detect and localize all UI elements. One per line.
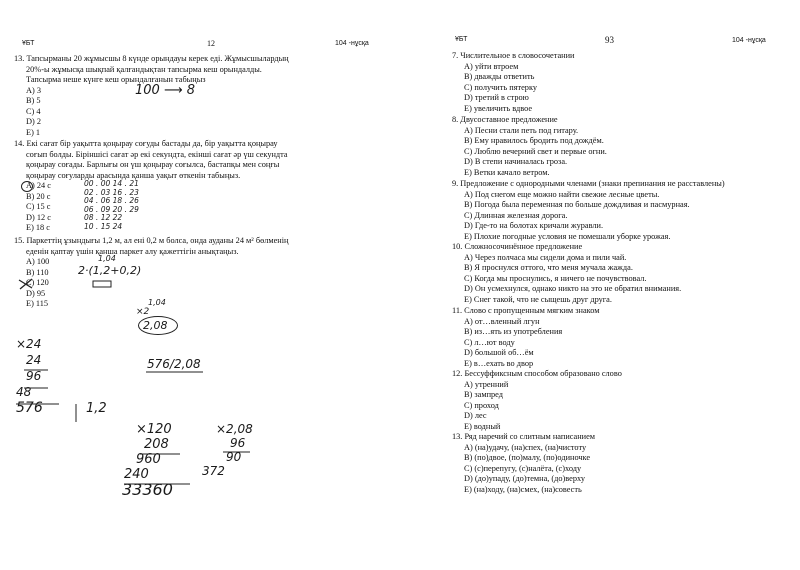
handwritten-row: 90: [226, 450, 242, 464]
option: D) (до)упаду, (до)темна, (до)верху: [464, 474, 585, 483]
option: C) 4: [26, 106, 41, 116]
question-7: [452, 51, 574, 114]
handwritten-row: 06 . 09 20 . 29: [84, 204, 139, 214]
page-number: 12: [207, 39, 215, 48]
option: C) 15 с: [26, 202, 51, 211]
handwritten-note: 100 ⟶ 8: [135, 83, 195, 98]
handwritten-circle: [138, 316, 178, 335]
option: D) лес: [464, 411, 487, 420]
handwritten-divisor: 1,2: [86, 401, 107, 416]
question-stem: 8. Двусоставное предложение: [452, 115, 558, 124]
question-stem: 9. Предложение с однородными членами (знаки препинания не расставлены): [452, 179, 725, 188]
question-stem: 12. Бессуффиксным способом образовано слово: [452, 369, 622, 378]
question-stem: қоңырау соғуларды арасында қанша уақыт өткенін табыңыз.: [26, 170, 241, 180]
handwritten-row: ×120: [136, 422, 172, 437]
option: B) дважды ответить: [464, 72, 535, 81]
handwritten-underline: [145, 370, 205, 374]
question-stem: 7. Числительное в словосочетании: [452, 51, 575, 60]
option: E) 18 с: [26, 223, 50, 232]
option: D) большой об…ём: [464, 348, 534, 357]
option: E) в…ехать во двор: [464, 358, 534, 368]
option: B) 20 с: [26, 191, 51, 201]
header-left: ҰБТ: [22, 40, 35, 47]
option: D) Он усмехнулся, однако никто на это не обратил внимания.: [464, 284, 682, 293]
handwritten-note: 2,08: [143, 319, 168, 332]
option: E) водный: [464, 421, 501, 431]
option: D) 95: [26, 288, 46, 298]
question-12: [452, 369, 622, 432]
handwritten-row: 96: [230, 436, 246, 450]
question-9: [452, 179, 725, 242]
handwritten-box: [92, 280, 112, 288]
option: D) третий в строю: [464, 93, 529, 102]
option: B) 110: [26, 267, 49, 277]
header-right: 104 -нұсқа: [732, 37, 766, 44]
handwritten-row: 08 . 12 22: [84, 213, 123, 223]
option: B) Я проснулся оттого, что меня мучала жажда.: [464, 263, 633, 272]
question-13: [452, 432, 595, 495]
right-page: [400, 0, 800, 570]
handwritten-row: 208: [144, 437, 169, 452]
option: E) Плохие погодные условия не помешали уборке урожая.: [464, 231, 671, 241]
option: C) Когда мы проснулись, я ничего не почувствовал.: [464, 273, 647, 283]
handwritten-note: 1,04: [148, 298, 166, 307]
handwritten-underline: [222, 450, 252, 454]
option: A) Через полчаса мы сидели дома и пили чай.: [464, 252, 627, 262]
option: C) Люблю вечерний свет и первые огни.: [464, 146, 607, 156]
option: D) В степи начиналась гроза.: [464, 157, 568, 166]
question-8: [452, 115, 607, 178]
option: A) 24 с: [26, 181, 51, 190]
handwritten-row: 02 . 03 16 . 23: [84, 187, 139, 197]
option: A) от…вленный лгун: [464, 316, 540, 326]
handwritten-lines: [120, 452, 200, 502]
option: A) Под снегом еще можно найти свежие лесные цветы.: [464, 189, 660, 199]
option: C) 120: [26, 278, 49, 287]
option: A) 100: [26, 257, 50, 266]
option: C) л…ют воду: [464, 337, 515, 347]
header-right: 104 -нұсқа: [335, 40, 369, 47]
question-11: [452, 306, 600, 369]
handwritten-row: 00 . 00 14 . 21: [84, 179, 139, 188]
handwritten-note: 1,04: [98, 254, 116, 263]
option: A) (на)удачу, (на)спех, (на)чистоту: [464, 442, 587, 452]
option: C) Длинная железная дорога.: [464, 210, 568, 220]
option: E) 115: [26, 299, 49, 308]
handwritten-row: 10 . 15 24: [84, 221, 123, 231]
question-stem: 13. Ряд наречий со слитным написанием: [452, 432, 596, 441]
option: A) 3: [26, 85, 41, 95]
question-14: [14, 139, 288, 234]
answer-cross-mark: [18, 278, 34, 290]
header-left: ҰБТ: [455, 36, 468, 43]
question-10: [452, 242, 681, 305]
handwritten-expression: 2·(1,2+0,2): [78, 264, 142, 277]
option: B) Погода была переменная по больше дождливая и пасмурная.: [464, 200, 690, 209]
option: D) 2: [26, 117, 41, 126]
handwritten-row: 48: [16, 385, 32, 399]
question-stem: 15. Паркеттің ұзындығы 1,2 м, ал ені 0,2 м болса, онда ауданы 24 м² бөлменің: [14, 236, 289, 245]
option: B) из…ять из употребления: [464, 327, 563, 336]
option: E) увеличить вдвое: [464, 103, 533, 113]
handwritten-row: 24: [26, 353, 42, 367]
handwritten-row: 240: [124, 467, 149, 482]
option: B) зампред: [464, 390, 503, 399]
question-stem: 13. Тапсырманы 20 жұмысшы 8 күнде орындауы керек еді. Жұмысшылардың: [14, 54, 289, 63]
option: E) (на)ходу, (на)смех, (на)совесть: [464, 484, 582, 494]
question-stem: 11. Слово с пропущенным мягким знаком: [452, 306, 600, 315]
question-stem: еденін қаптау үшін қанша паркет алу қажеттігін анықтаңыз.: [26, 246, 239, 256]
option: B) (по)двое, (по)малу, (по)одиночке: [464, 453, 591, 462]
handwritten-row: 33360: [122, 480, 173, 499]
handwritten-row: ×2,08: [216, 422, 253, 436]
question-stem: қоңырау соғады. Барлығы он үш қоңырау соғылса, бастапқы мен соңғы: [26, 160, 280, 169]
option: E) 1: [26, 127, 41, 137]
option: E) Снег такой, что не сыщешь друг друга.: [464, 294, 612, 304]
option: A) утренний: [464, 379, 509, 389]
option: A) Песни стали петь под гитару.: [464, 125, 579, 135]
option: C) проход: [464, 400, 499, 410]
handwritten-lines: [14, 360, 114, 422]
handwritten-row: 96: [26, 369, 42, 383]
handwritten-calculation: [84, 180, 139, 232]
handwritten-row: ×24: [16, 337, 42, 351]
handwritten-row: 04 . 06 18 . 26: [84, 196, 139, 206]
page-number: 93: [605, 35, 614, 45]
question-stem: 10. Сложносочинённое предложение: [452, 242, 583, 251]
question-stem: соғып болды. Біріншісі сағат әр екі секундта, екінші сағат әр үш секундта: [26, 149, 288, 159]
option: C) получить пятерку: [464, 82, 538, 92]
question-stem: 14. Екі сағат бір уақытта қоңырау соғуды бастады да, бір уақытта қоңырау: [14, 139, 278, 148]
option: D) Где-то на болотах кричали журавли.: [464, 221, 604, 230]
handwritten-fraction: 576/2,08: [147, 357, 201, 371]
handwritten-row: 372: [202, 464, 225, 478]
option: B) Ему нравилось бродить под дождём.: [464, 136, 604, 145]
answer-circle-mark: [21, 181, 33, 192]
handwritten-row: 576: [16, 400, 43, 416]
option: B) 5: [26, 96, 41, 105]
option: C) (с)перепугу, (с)налёта, (с)ходу: [464, 463, 582, 473]
option: E) Ветки качало ветром.: [464, 167, 550, 177]
option: A) уйти втроем: [464, 61, 519, 71]
handwritten-row: 960: [136, 452, 161, 467]
question-stem: 20%-ы жұмысқа шықпай қалғандықтан тапсырма кеш орындалды.: [26, 64, 262, 74]
question-stem: Тапсырма неше күнге кеш орындалғанын табыңыз: [26, 75, 206, 84]
option: D) 12 с: [26, 212, 51, 222]
handwritten-note: ×2: [136, 307, 150, 317]
